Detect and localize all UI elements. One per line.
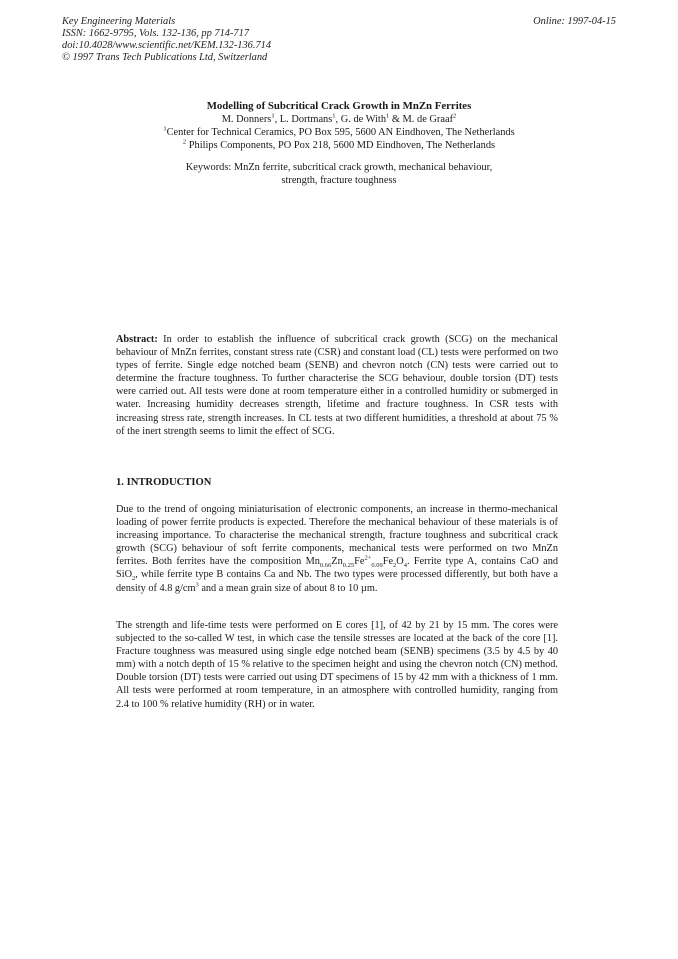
intro-paragraph-1	[116, 503, 558, 595]
intro-paragraph-2: The strength and life-time tests were performed on E cores [1], of 42 by 21 by 15 mm. The cores were subjected to the so-called W test, in which case the tensile stresses are located at the back of the core [1]. Fracture toughness was measured using single edge notched beam (SENB) specimens (3.5 by 4.5 by 40 mm) with a notch depth of 15 % relative to the specimen height and using the chevron notch (CN) method. Double torsion (DT) tests were carried out using DT specimens of 15 by 42 mm with a thickness of 1 mm. All tests were performed at room temperature, in an atmosphere with controlled humidity, ranging from 2.4 to 100 % relative humidity (RH) or in water.	[116, 620, 558, 710]
text-run: , while ferrite type B contains Ca and Nb. The two types were processed differently, but both have a density of 4.8 g/cm	[116, 569, 558, 594]
abstract-text: In order to establish the influence of subcritical crack growth (SCG) on the mechanical behaviour of MnZn ferrites, constant stress rate (CSR) and constant load (CL) tests were performed on two types of ferrite. Single edge notched beam (SENB) and chevron notch (CN) tests were carried out to determine the fracture toughness. To further characterise the SCG behaviour, double torsion (DT) tests were carried out. All tests were done at room temperature either in a controlled humidity or submerged in water. Increasing humidity decreases strength, lifetime and fracture toughness. In CSR tests with increasing stress rate, strength increases. In CL tests at two different humidities, a threshold at about 75 % of the inert strength seems to limit the effect of SCG.	[116, 334, 558, 437]
journal-header	[62, 16, 616, 64]
subscript: 0.09	[371, 562, 383, 570]
text-run: Due to the trend of ongoing miniaturisation of electronic components, an increase in thermo-mechanical loading of power ferrite products is expected. Therefore the mechanical behaviour of these materials is of increasing importance. To characterise the mechanical strength, fracture toughness and subcritical crack growth (SCG) behaviour of soft ferrite components, mechanical tests were performed on two MnZn ferrites. Both ferrites have the composition Mn	[116, 504, 558, 568]
subscript: 0.66	[319, 562, 332, 570]
abstract	[116, 333, 558, 438]
affiliation-mark: 1	[163, 125, 167, 133]
author-name: , G. de With	[335, 114, 387, 125]
author-name: , L. Dortmans	[274, 114, 333, 125]
subscript: 2	[132, 575, 136, 583]
text-run: Zn	[331, 556, 343, 568]
subscript: 4	[403, 562, 407, 570]
subscript: 2	[393, 562, 397, 570]
author-name: M. Donners	[221, 114, 272, 125]
author-affiliation-mark: 1	[386, 112, 390, 120]
text-run: O	[396, 556, 404, 568]
text-run: and a mean grain size of about 8 to 10 µm.	[198, 582, 378, 594]
copyright-line: © 1997 Trans Tech Publications Ltd, Switzerland	[62, 52, 268, 63]
journal-name: Key Engineering Materials	[62, 16, 176, 27]
superscript: 2+	[364, 554, 372, 562]
abstract-label: Abstract:	[116, 334, 158, 345]
superscript: 3	[195, 581, 199, 589]
text-run: . Ferrite type A, contains CaO and SiO	[116, 556, 558, 581]
affiliation-text: Center for Technical Ceramics, PO Box 595, 5600 AN Eindhoven, The Netherlands	[166, 127, 515, 138]
affiliation-1	[62, 126, 616, 139]
affiliation-2	[62, 139, 616, 152]
text-run: Fe	[382, 556, 394, 568]
section-heading: 1. INTRODUCTION	[116, 477, 212, 488]
text-run: Fe	[354, 556, 365, 568]
author-list	[62, 113, 616, 126]
doi-line: doi:10.4028/www.scientific.net/KEM.132-136.714	[62, 40, 272, 51]
author-affiliation-mark: 2	[453, 112, 457, 120]
online-date: Online: 1997-04-15	[533, 16, 616, 27]
affiliation-mark: 2	[182, 138, 187, 146]
author-affiliation-mark: 1	[332, 112, 336, 120]
author-name: & M. de Graaf	[389, 114, 454, 125]
subscript: 0.25	[342, 562, 355, 570]
author-affiliation-mark: 1	[271, 112, 275, 120]
paper-title: Modelling of Subcritical Crack Growth in MnZn Ferrites	[206, 100, 472, 112]
issn-line: ISSN: 1662-9795, Vols. 132-136, pp 714-717	[62, 28, 250, 39]
keywords-line: Keywords: MnZn ferrite, subcritical crack growth, mechanical behaviour,	[185, 162, 493, 173]
keywords-line: strength, fracture toughness	[281, 175, 397, 186]
affiliation-text: Philips Components, PO Pox 218, 5600 MD Eindhoven, The Netherlands	[186, 140, 496, 151]
keywords	[62, 161, 616, 187]
title-block	[62, 100, 616, 187]
